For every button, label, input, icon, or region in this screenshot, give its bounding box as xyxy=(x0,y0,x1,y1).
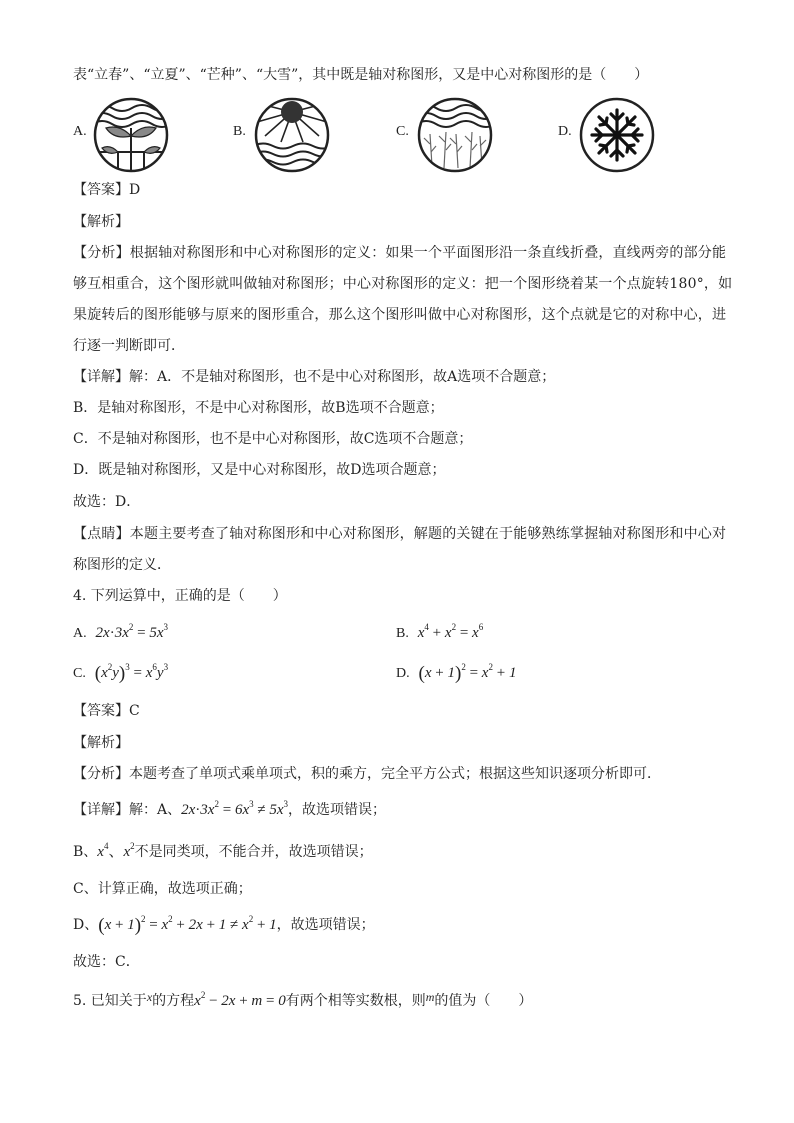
q4-analysis: 【分析】本题考查了单项式乘单项式，积的乘方，完全平方公式；根据这些知识逐项分析即可． xyxy=(73,766,661,782)
question-5-stem: 5. 已知关于x的方程$x^2 - 2x + m = 0$有两个相等实数根，则m的值为（ ） xyxy=(73,990,533,1009)
q3-answer: 【答案】D xyxy=(73,182,141,198)
q3-choose: 故选：D． xyxy=(73,494,141,510)
q3-detail-line-3: C．不是轴对称图形，也不是中心对称图形，故C选项不合题意； xyxy=(73,431,473,447)
q5-variable-m: m xyxy=(425,990,435,1004)
q3-analysis-line-4: 行逐一判断即可． xyxy=(73,338,185,354)
q4-option-b xyxy=(396,623,483,644)
option-d-label: D. xyxy=(558,124,572,139)
q4-option-a-label: A. xyxy=(73,626,87,641)
summer-sun-icon xyxy=(253,96,331,174)
q3-comment-line-1: 【点睛】本题主要考查了轴对称图形和中心对称图形，解题的关键在于能够熟练掌握轴对称图形和中心对 xyxy=(73,526,727,542)
q4-option-d-formula: $(x + 1)^2 = x^2 + 1$ xyxy=(418,662,517,684)
q4-option-b-label: B. xyxy=(396,626,409,641)
q4-jiexi-heading: 【解析】 xyxy=(73,735,129,751)
q3-detail-line-4: D．既是轴对称图形，又是中心对称图形，故D选项合题意； xyxy=(73,462,446,478)
q4-detail-b: B、$x^4$、$x^2$不是同类项，不能合并，故选项错误； xyxy=(73,841,373,860)
q4-detail-d-formula: $(x + 1)^2 = x^2 + 2x + 1 \ne x^2 + 1$ xyxy=(98,914,277,936)
q4-option-d-label: D. xyxy=(396,666,410,681)
snowflake-icon xyxy=(578,96,656,174)
spring-sprout-icon xyxy=(92,96,170,174)
q4-option-a xyxy=(73,623,168,644)
q4-detail-a-formula: $2x\cdot 3x^2 = 6x^3 \ne 5x^3$ xyxy=(181,799,289,818)
q4-option-c-formula: $(x^2y)^3 = x^6y^3$ xyxy=(94,662,169,684)
q3-analysis-line-1: 【分析】根据轴对称图形和中心对称图形的定义：如果一个平面图形沿一条直线折叠，直线两旁的部分能 xyxy=(73,245,727,261)
q4-option-c xyxy=(73,663,168,684)
q5-variable-x: x xyxy=(146,990,153,1004)
q4-option-b-formula: $x^4 + x^2 = x^6$ xyxy=(417,622,484,641)
q4-detail-b-formula: $x^4$、$x^2$ xyxy=(97,841,135,860)
q3-analysis-line-2: 够互相重合，这个图形就叫做轴对称图形；中心对称图形的定义：把一个图形绕着某一个点旋转180°，如 xyxy=(73,276,733,292)
q4-detail-d: D、$(x + 1)^2 = x^2 + 2x + 1 \ne x^2 + 1$，故选项错误； xyxy=(73,914,375,936)
grain-wheat-icon xyxy=(416,96,494,174)
q4-answer: 【答案】C xyxy=(73,703,140,719)
q4-option-a-formula: $2x\cdot 3x^2 = 5x^3$ xyxy=(95,622,169,641)
q4-detail-a: 【详解】解：A、$2x\cdot 3x^2 = 6x^3 \ne 5x^3$，故选项错误； xyxy=(73,799,387,818)
q4-option-c-label: C. xyxy=(73,666,86,681)
option-a-label: A. xyxy=(73,124,87,139)
q4-option-d xyxy=(396,663,516,684)
q3-comment-line-2: 称图形的定义． xyxy=(73,557,171,573)
q3-detail-line-1: 【详解】解：A．不是轴对称图形，也不是中心对称图形，故A选项不合题意； xyxy=(73,369,556,385)
q4-detail-c: C、计算正确，故选项正确； xyxy=(73,881,252,897)
q3-detail-line-2: B．是轴对称图形，不是中心对称图形，故B选项不合题意； xyxy=(73,400,444,416)
q3-analysis-line-3: 果旋转后的图形能够与原来的图形重合，那么这个图形叫做中心对称图形，这个点就是它的对称中心，进 xyxy=(73,307,727,323)
option-c-label: C. xyxy=(396,124,409,139)
question-4-stem: 4. 下列运算中，正确的是（ ） xyxy=(73,588,287,604)
q5-equation: $x^2 - 2x + m = 0$ xyxy=(194,990,286,1009)
q4-choose: 故选：C． xyxy=(73,954,140,970)
q3-jiexi-heading: 【解析】 xyxy=(73,214,129,230)
option-b-label: B. xyxy=(233,124,246,139)
question-3-stem: 表“立春”、“立夏”、“芒种”、“大雪”，其中既是轴对称图形，又是中心对称图形的是（ ） xyxy=(73,67,649,83)
